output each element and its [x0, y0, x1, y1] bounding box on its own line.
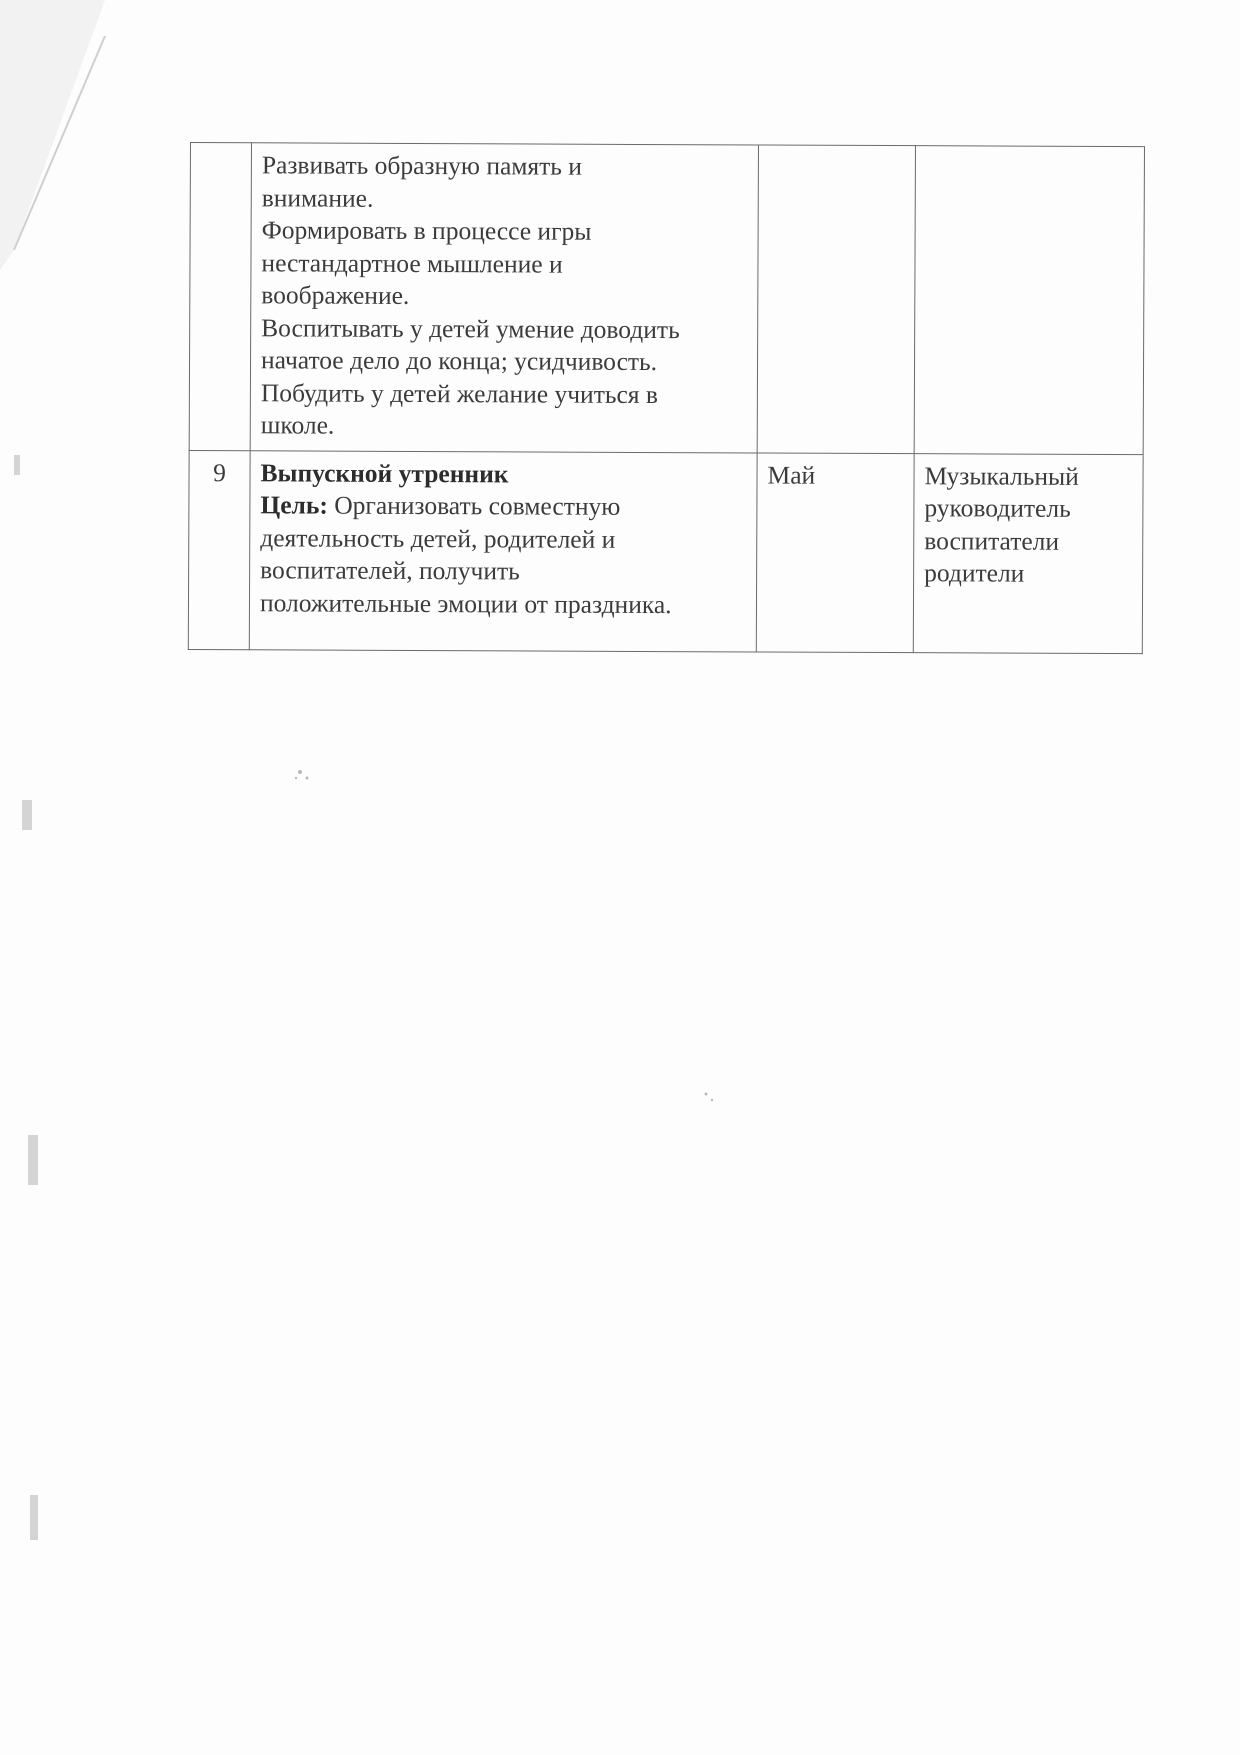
goal-label: Цель:: [260, 490, 328, 520]
responsible-line: Музыкальный: [924, 460, 1079, 491]
row-number-cell: [189, 143, 251, 451]
row-responsible-cell: [913, 453, 1143, 653]
content-line: воображение.: [261, 280, 410, 310]
goal-line: воспитателей, получить: [260, 555, 520, 586]
table-row: [189, 143, 1144, 455]
content-line: начатое дело до конца; усидчивость.: [260, 345, 658, 377]
row-number-cell: 9: [188, 450, 250, 649]
content-line: Побудить у детей желание учиться в: [260, 377, 659, 409]
activity-plan-table: [188, 142, 1145, 654]
goal-text: Организовать совместную: [327, 490, 621, 521]
content-line: Развивать образную память и: [261, 150, 583, 181]
goal-line: положительные эмоции от праздника.: [259, 587, 672, 619]
responsible-line: воспитатели: [924, 525, 1060, 556]
row-content-cell: [249, 450, 757, 651]
row-month-cell: Май: [756, 452, 914, 652]
content-line: школе.: [260, 410, 335, 440]
row-responsible-cell: [914, 146, 1144, 454]
goal-line: деятельность детей, родителей и: [260, 522, 616, 554]
goal-line: [260, 489, 746, 524]
content-line: нестандартное мышление и: [261, 247, 563, 279]
content-line: внимание.: [261, 182, 374, 213]
row-month-cell: [757, 145, 915, 453]
responsible-line: руководитель: [924, 493, 1071, 523]
event-title: Выпускной утренник: [260, 457, 509, 488]
row-content-cell: [250, 143, 758, 453]
content-line: Воспитывать у детей умение доводить: [261, 312, 680, 344]
content-line: Формировать в процессе игры: [261, 215, 592, 246]
responsible-line: родители: [924, 558, 1025, 588]
table-row: [188, 450, 1143, 653]
